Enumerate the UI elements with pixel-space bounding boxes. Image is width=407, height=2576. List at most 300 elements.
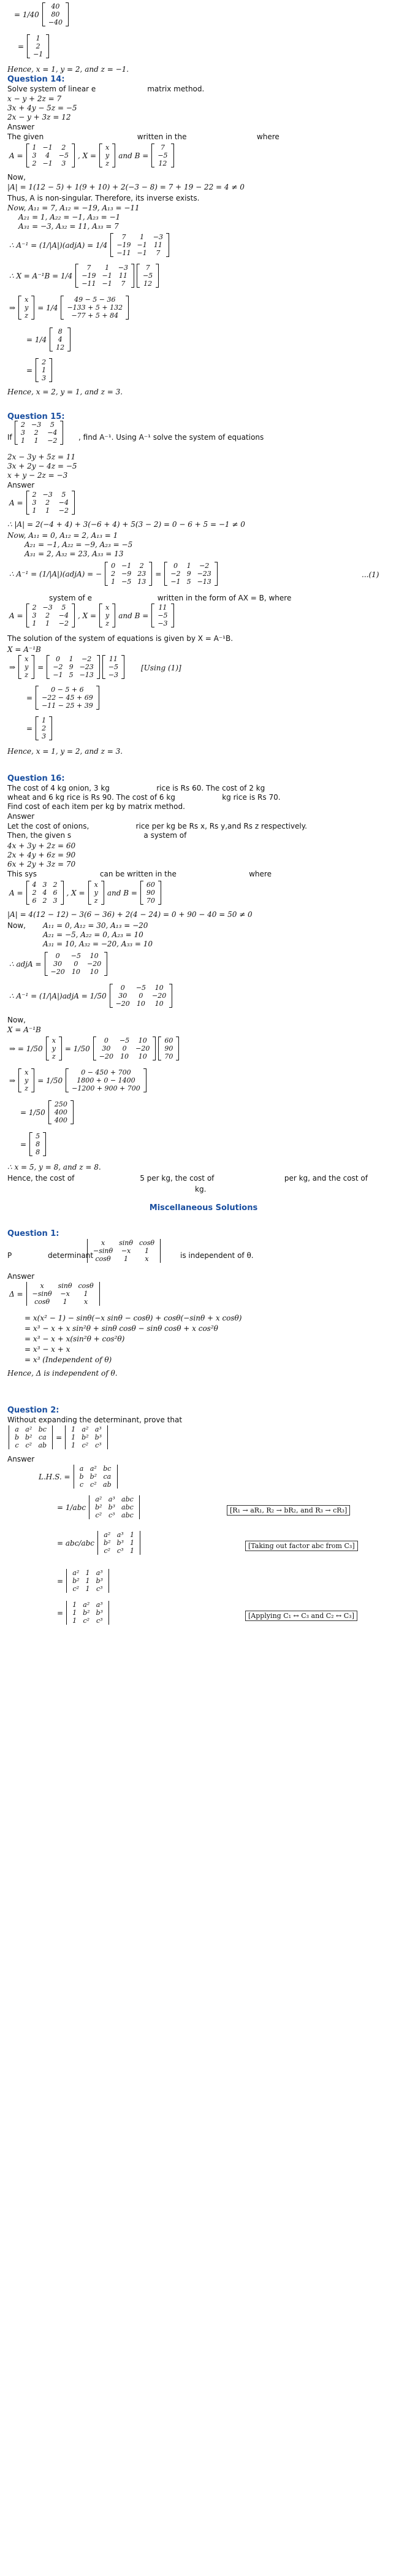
matrix-cell: 10: [89, 968, 99, 976]
matrix-cell: 0: [122, 1045, 127, 1052]
matrix-A: [26, 144, 75, 167]
matrix-cell: cosθ: [95, 1255, 111, 1263]
matrix-cell: y: [25, 304, 29, 312]
q16-det: |A| = 4(12 − 12) − 3(6 − 36) + 2(4 − 24) = 0 + 90 − 40 = 50 ≠ 0: [7, 910, 253, 919]
m2-title: Question 2:: [7, 1406, 59, 1415]
matrix-cell: −1: [53, 671, 63, 679]
math-text: ∴ A⁻¹ = (1/|A|)(adjA) = 1/4: [9, 240, 108, 250]
matrix-cell: 11: [158, 604, 167, 611]
math-text: , X =: [77, 611, 97, 620]
q15-equation: 3x + 2y − 4z = −5: [7, 462, 77, 470]
matrix-cell: a³: [94, 1425, 102, 1433]
matrix-cell: −x: [121, 1247, 131, 1255]
matrix-cell: 10: [71, 968, 80, 976]
math-text: =: [26, 693, 33, 702]
matrix-cell: z: [94, 897, 98, 905]
math-text: ⇒: [9, 1076, 16, 1085]
q16-matrices: [7, 881, 162, 905]
matrix-cell: ab: [103, 1481, 112, 1489]
matrix-cell: −1: [42, 159, 53, 167]
adj-matrix: [45, 952, 108, 976]
matrix-cell: −5: [58, 151, 69, 159]
m2-note1: [227, 1506, 350, 1514]
matrix-cell: x: [145, 1255, 149, 1263]
top-result-1: [12, 2, 70, 26]
matrix-cell: z: [25, 312, 29, 320]
m1-p-tail: is independent of θ.: [180, 1251, 254, 1260]
matrix-cell: −1: [102, 280, 112, 288]
matrix-cell: 30: [118, 992, 127, 1000]
matrix-cell: 0 − 450 + 700: [81, 1068, 131, 1076]
q15-tag: ...(1): [362, 570, 379, 579]
matrix-cell: 1: [72, 1617, 77, 1625]
matrix-cell: cosθ: [78, 1282, 94, 1290]
matrix-cell: 2: [42, 897, 47, 905]
math-text: =: [26, 366, 33, 375]
matrix-cell: z: [51, 1052, 56, 1060]
matrix-cell: bc: [38, 1425, 47, 1433]
determinant: [87, 1239, 161, 1263]
m1-answer-label: Answer: [7, 1272, 35, 1281]
matrix-B: [102, 655, 124, 679]
matrix-cell: 3: [32, 611, 37, 619]
q16-answer-label: Answer: [7, 812, 35, 821]
q16-now2: Now,: [7, 1016, 26, 1024]
matrix-cell: 1: [45, 507, 50, 515]
math-text: =: [57, 1576, 64, 1585]
m1-p-mid: determinant: [48, 1251, 94, 1260]
matrix-cell: x: [51, 1037, 56, 1045]
matrix-cell: −1200 + 900 + 700: [72, 1084, 140, 1092]
matrix-cell: sinθ: [119, 1239, 133, 1247]
matrix-cell: 2: [34, 429, 39, 437]
matrix-cell: x: [25, 1068, 29, 1076]
matrix-cell: −2: [82, 655, 92, 663]
q16-cofactor: A₁₁ = 0, A₁₂ = 30, A₁₃ = −20: [43, 921, 148, 930]
q15-conclusion: Hence, x = 1, y = 2, and z = 3.: [7, 747, 123, 756]
matrix-cell: −11: [82, 280, 96, 288]
m1-step: = x(x² − 1) − sinθ(−x sinθ − cosθ) + cosθ(−sinθ + x cosθ): [25, 1314, 242, 1322]
matrix-cell: 70: [146, 897, 155, 905]
m2-lhs: [37, 1465, 119, 1489]
math-text: , X =: [77, 151, 97, 160]
matrix-cell: 3: [42, 732, 47, 740]
matrix-cell: −5: [70, 952, 81, 960]
matrix-B: [140, 881, 161, 905]
matrix-cell: 3: [53, 897, 58, 905]
column-vector: [29, 1132, 46, 1156]
matrix-cell: b³: [108, 1503, 116, 1511]
q14-det: |A| = 1(12 − 5) + 1(9 + 10) + 2(−3 − 8) = 7 + 19 − 22 = 4 ≠ 0: [7, 183, 245, 191]
m2-step4: [55, 1601, 110, 1625]
matrix-cell: 1: [42, 716, 47, 724]
matrix-cell: b²: [83, 1609, 90, 1617]
q14-prompt: Solve system of linear e matrix method.: [7, 85, 205, 93]
math-text: =: [56, 1433, 63, 1442]
matrix-cell: 12: [143, 280, 153, 288]
matrix-cell: 11: [153, 241, 162, 249]
matrix-cell: 4: [32, 881, 37, 889]
matrix-cell: 1: [83, 1290, 88, 1298]
matrix-cell: 1: [69, 655, 74, 663]
q14-cofactor: Now, A₁₁ = 7, A₁₂ = −19, A₁₃ = −11: [7, 204, 140, 212]
q16-cofactor: A₂₁ = −5, A₂₂ = 0, A₂₃ = 10: [43, 930, 143, 939]
matrix-cell: −3: [158, 619, 168, 627]
matrix-X: [18, 655, 34, 679]
matrix-cell: 0: [173, 562, 178, 570]
matrix-cell: −2: [47, 437, 58, 445]
matrix-A: [26, 881, 64, 905]
matrix-cell: 1: [71, 1433, 76, 1441]
m2-step2: [55, 1531, 142, 1555]
matrix-cell: 2: [61, 144, 66, 151]
matrix-cell: −3: [118, 264, 128, 272]
matrix-cell: 5: [61, 491, 66, 499]
q16-prompt: wheat and 6 kg rice is Rs 90. The cost of 6 kg kg rice is Rs 70.: [7, 793, 281, 802]
matrix-cell: −1: [121, 562, 132, 570]
matrix-cell: −23: [197, 570, 211, 578]
matrix-X: [99, 604, 115, 627]
matrix-cell: 4: [42, 889, 47, 897]
matrix-cell: c³: [96, 1617, 103, 1625]
q15-product: [25, 686, 101, 710]
q16-sys: This sys can be written in the where: [7, 870, 272, 878]
matrix-cell: z: [105, 159, 110, 167]
math-text: and B =: [118, 611, 149, 620]
matrix-cell: 2: [32, 159, 37, 167]
matrix-cell: y: [25, 1076, 29, 1084]
matrix-cell: −3: [42, 604, 53, 611]
matrix-cell: −2: [53, 663, 63, 671]
q15-inverse: [7, 562, 219, 586]
matrix-X: [18, 296, 34, 320]
matrix-cell: −77 + 5 + 84: [71, 312, 119, 320]
m1-conclusion: Hence, Δ is independent of θ.: [7, 1369, 118, 1378]
matrix-cell: 0: [120, 984, 125, 992]
inverse-matrix: [164, 562, 217, 586]
matrix-cell: 1: [124, 1255, 129, 1263]
matrix-cell: −1: [170, 578, 181, 586]
q16-cofactor: A₃₁ = 10, A₃₂ = −20, A₃₃ = 10: [43, 940, 153, 948]
matrix-cell: 11: [118, 272, 127, 280]
m1-step: = x³ − x + x: [25, 1345, 70, 1354]
matrix-cell: 1: [85, 1577, 90, 1585]
matrix-cell: c²: [72, 1585, 80, 1593]
matrix-cell: 1: [32, 619, 37, 627]
matrix-cell: b: [79, 1473, 84, 1481]
matrix-cell: 2: [42, 358, 47, 366]
matrix-cell: 1: [85, 1569, 90, 1577]
matrix-B: [151, 144, 173, 167]
matrix-cell: −sinθ: [32, 1290, 52, 1298]
matrix-cell: ab: [38, 1441, 47, 1449]
matrix-cell: b: [15, 1433, 20, 1441]
matrix-cell: 2: [32, 889, 37, 897]
math-text: = 1/4: [37, 303, 58, 312]
matrix-cell: 0 − 5 + 6: [51, 686, 84, 694]
math-text: =: [20, 1140, 27, 1149]
q15-det: ∴ |A| = 2(−4 + 4) + 3(−6 + 4) + 5(3 − 2) = 0 − 6 + 5 = −1 ≠ 0: [7, 520, 245, 529]
matrix-cell: 0: [139, 992, 143, 1000]
math-text: A =: [9, 498, 23, 507]
math-text: =: [26, 724, 33, 733]
matrix-cell: sinθ: [58, 1282, 72, 1290]
matrix-cell: cosθ: [139, 1239, 155, 1247]
q16-final: kg.: [195, 1185, 207, 1194]
matrix-cell: −11 − 25 + 39: [42, 702, 93, 710]
matrix-cell: 2: [32, 604, 37, 611]
matrix-cell: b³: [116, 1539, 124, 1547]
matrix-cell: 1: [36, 34, 40, 42]
matrix-cell: bc: [103, 1465, 112, 1473]
matrix-cell: 5: [186, 578, 191, 586]
matrix-cell: 2: [139, 562, 144, 570]
math-text: = abc/abc: [57, 1538, 95, 1547]
matrix-cell: 7: [121, 233, 126, 241]
matrix-cell: 2: [36, 42, 40, 50]
matrix-cell: 90: [164, 1045, 173, 1052]
matrix-cell: 1: [129, 1531, 134, 1539]
matrix-cell: 1: [42, 366, 47, 374]
column-vector: [50, 328, 70, 351]
matrix-cell: 70: [164, 1052, 173, 1060]
matrix-cell: 1: [32, 507, 37, 515]
matrix-cell: 1: [111, 578, 116, 586]
matrix-cell: 4: [58, 335, 63, 343]
matrix-cell: a³: [108, 1495, 115, 1503]
top-result-2: [16, 34, 50, 58]
matrix-cell: −x: [60, 1290, 70, 1298]
matrix-cell: a: [15, 1425, 19, 1433]
matrix-cell: 7: [156, 249, 161, 257]
matrix-cell: −19: [82, 272, 96, 280]
matrix-cell: 2: [111, 570, 116, 578]
matrix-cell: 1: [140, 233, 145, 241]
math-text: ⇒: [9, 303, 16, 312]
matrix-cell: −13: [79, 671, 94, 679]
matrix-cell: 1: [129, 1547, 134, 1555]
matrix-cell: 7: [86, 264, 91, 272]
q15-if: If: [7, 433, 12, 442]
note-box: [Taking out factor abc from C₃]: [245, 1541, 358, 1551]
determinant: [65, 1425, 108, 1449]
matrix-cell: 2: [21, 421, 25, 429]
adj-matrix: [93, 1037, 156, 1060]
matrix-cell: −20: [135, 1045, 150, 1052]
matrix-cell: c²: [104, 1547, 111, 1555]
matrix-cell: b³: [94, 1433, 102, 1441]
matrix-cell: −5: [142, 272, 153, 280]
q14-matrices: [7, 144, 175, 167]
matrix-A: [26, 604, 75, 627]
matrix-cell: −5: [135, 984, 146, 992]
matrix-cell: c³: [96, 1585, 103, 1593]
determinant: [26, 1282, 100, 1306]
q14-cofactor: A₃₁ = −3, A₃₂ = 11, A₃₃ = 7: [18, 222, 119, 231]
math-text: =: [37, 662, 44, 672]
column-vector: [42, 2, 69, 26]
adj-matrix: [110, 984, 173, 1008]
math-text: =: [57, 1608, 64, 1617]
matrix-A: [15, 421, 63, 445]
matrix-cell: 9: [186, 570, 191, 578]
matrix-cell: 400: [54, 1116, 67, 1124]
column-vector: [27, 34, 49, 58]
m1-step: = x³ − x + x(sin²θ + cos²θ): [25, 1335, 125, 1343]
matrix-cell: 7: [160, 144, 165, 151]
matrix-cell: ca: [103, 1473, 112, 1481]
matrix-cell: b²: [72, 1577, 80, 1585]
q16-let: Let the cost of onions, rice per kg be Rs x, Rs y,and Rs z respectively.: [7, 822, 307, 830]
matrix-cell: −9: [121, 570, 132, 578]
matrix-B: [158, 1037, 179, 1060]
m1-step: = x³ − x + x sin²θ + sinθ cosθ − sinθ cosθ + x cos²θ: [25, 1324, 218, 1333]
adj-matrix: [75, 264, 134, 288]
matrix-cell: 5: [69, 671, 74, 679]
q16-inverse: [7, 984, 173, 1008]
q15-apply: [7, 655, 126, 679]
matrix-cell: 1: [105, 264, 110, 272]
matrix-cell: −4: [58, 611, 69, 619]
q16-conclusion: ∴ x = 5, y = 8, and z = 8.: [7, 1163, 101, 1171]
matrix-cell: abc: [121, 1495, 134, 1503]
matrix-cell: −1: [102, 272, 112, 280]
matrix-cell: 2: [42, 724, 47, 732]
matrix-cell: b³: [96, 1609, 103, 1617]
matrix-cell: 9: [69, 663, 74, 671]
matrix-cell: c²: [82, 1441, 89, 1449]
matrix-cell: x: [25, 655, 29, 663]
q15-equation: x + y − 2z = −3: [7, 471, 68, 480]
matrix-cell: −5: [119, 1037, 130, 1045]
note-box: [Applying C₁ ↔ C₃ and C₂ ↔ C₃]: [245, 1611, 357, 1621]
math-text: ∴ adjA =: [9, 959, 42, 968]
matrix-cell: −20: [115, 1000, 130, 1008]
matrix-cell: x: [40, 1282, 44, 1290]
m1-title: Question 1:: [7, 1229, 59, 1238]
q15-matrices: [7, 604, 175, 627]
q14-equation: x − y + 2z = 7: [7, 94, 62, 103]
matrix-cell: −5: [158, 611, 168, 619]
matrix-cell: 0: [111, 562, 116, 570]
q15-cofactor: A₃₁ = 2, A₃₂ = 23, A₃₃ = 13: [25, 550, 124, 558]
matrix-cell: −3: [153, 233, 163, 241]
column-vector: [36, 716, 52, 740]
matrix-cell: −4: [47, 429, 58, 437]
matrix-cell: 0: [55, 655, 60, 663]
determinant: [89, 1495, 140, 1519]
m2-statement: [7, 1425, 109, 1449]
matrix-cell: −3: [108, 671, 118, 679]
matrix-cell: 1: [72, 1601, 77, 1609]
matrix-cell: −2: [199, 562, 210, 570]
q16-res: [18, 1100, 75, 1124]
math-text: ∴ A⁻¹ = (1/|A|)(adjA) = −: [9, 569, 102, 578]
matrix-cell: x: [101, 1239, 105, 1247]
matrix-cell: x: [94, 881, 98, 889]
matrix-cell: 90: [146, 889, 155, 897]
misc-title: Miscellaneous Solutions: [149, 1203, 258, 1213]
matrix-cell: b²: [82, 1433, 89, 1441]
m1-delta: [7, 1282, 101, 1306]
matrix-cell: −5: [158, 151, 168, 159]
m2-prompt: Without expanding the determinant, prove that: [7, 1416, 183, 1424]
math-text: = 1/40: [14, 10, 39, 19]
q16-prompt: The cost of 4 kg onion, 3 kg rice is Rs 60. The cost of 2 kg: [7, 784, 265, 792]
matrix-cell: 1800 + 0 − 1400: [77, 1076, 135, 1084]
m2-answer-label: Answer: [7, 1455, 35, 1463]
m2-step3: [55, 1569, 110, 1593]
matrix-cell: c²: [25, 1441, 32, 1449]
math-text: =: [155, 569, 162, 578]
matrix-cell: 3: [21, 429, 25, 437]
matrix-cell: a²: [83, 1601, 90, 1609]
q15-system: system of e written in the form of AX = B, where: [49, 594, 292, 602]
matrix-cell: −1: [33, 50, 44, 58]
matrix-cell: −23: [79, 663, 94, 671]
matrix-cell: a³: [96, 1569, 103, 1577]
product-vector: [61, 296, 129, 320]
math-text: ⇒ = 1/50: [9, 1044, 43, 1053]
q14-answer-label: Answer: [7, 123, 35, 131]
matrix-cell: 30: [102, 1045, 111, 1052]
matrix-cell: x: [25, 296, 29, 304]
q15-equation: 2x − 3y + 5z = 11: [7, 453, 76, 461]
math-text: =: [18, 42, 25, 51]
matrix-cell: −1: [137, 249, 147, 257]
math-text: and B =: [107, 888, 137, 897]
q16-xab: X = A⁻¹B: [7, 1025, 41, 1034]
math-text: ⇒: [9, 662, 16, 672]
matrix-cell: c: [79, 1481, 84, 1489]
matrix-cell: 1: [145, 1247, 149, 1255]
q14-product: [7, 296, 130, 320]
q15-A2: [7, 491, 76, 515]
m1-step: = x³ (Independent of θ): [25, 1355, 112, 1364]
matrix-cell: 10: [154, 984, 164, 992]
math-text: = 1/4: [26, 335, 47, 344]
matrix-cell: 12: [158, 159, 167, 167]
q16-res2: [18, 1132, 47, 1156]
q14-xab: [7, 264, 160, 288]
math-text: Δ =: [9, 1289, 23, 1298]
matrix-X: [88, 881, 104, 905]
matrix-cell: 23: [137, 570, 146, 578]
matrix-cell: 3: [32, 151, 37, 159]
matrix-cell: 1: [34, 437, 39, 445]
matrix-cell: 8: [36, 1148, 40, 1156]
matrix-cell: −sinθ: [93, 1247, 113, 1255]
q15-solution-line: The solution of the system of equations is given by X = A⁻¹B.: [7, 634, 234, 643]
matrix-cell: 250: [54, 1100, 67, 1108]
matrix-cell: 8: [58, 328, 63, 335]
matrix-cell: x: [83, 1298, 88, 1306]
q15-using: [Using (1)]: [141, 664, 181, 672]
q15-title: Question 15:: [7, 412, 65, 421]
matrix-cell: −20: [86, 960, 102, 968]
math-text: A =: [9, 611, 23, 620]
matrix-cell: 2: [45, 611, 50, 619]
matrix-cell: c³: [108, 1511, 115, 1519]
q14-equation: 2x − y + 3z = 12: [7, 113, 71, 121]
matrix-cell: 12: [56, 343, 65, 351]
math-text: = 1/50: [37, 1076, 63, 1085]
m2-note2: [245, 1542, 358, 1550]
matrix-cell: c³: [95, 1441, 102, 1449]
q16-now: Now,: [7, 921, 26, 930]
matrix-cell: 10: [89, 952, 99, 960]
math-text: = 1/abc: [57, 1503, 86, 1512]
